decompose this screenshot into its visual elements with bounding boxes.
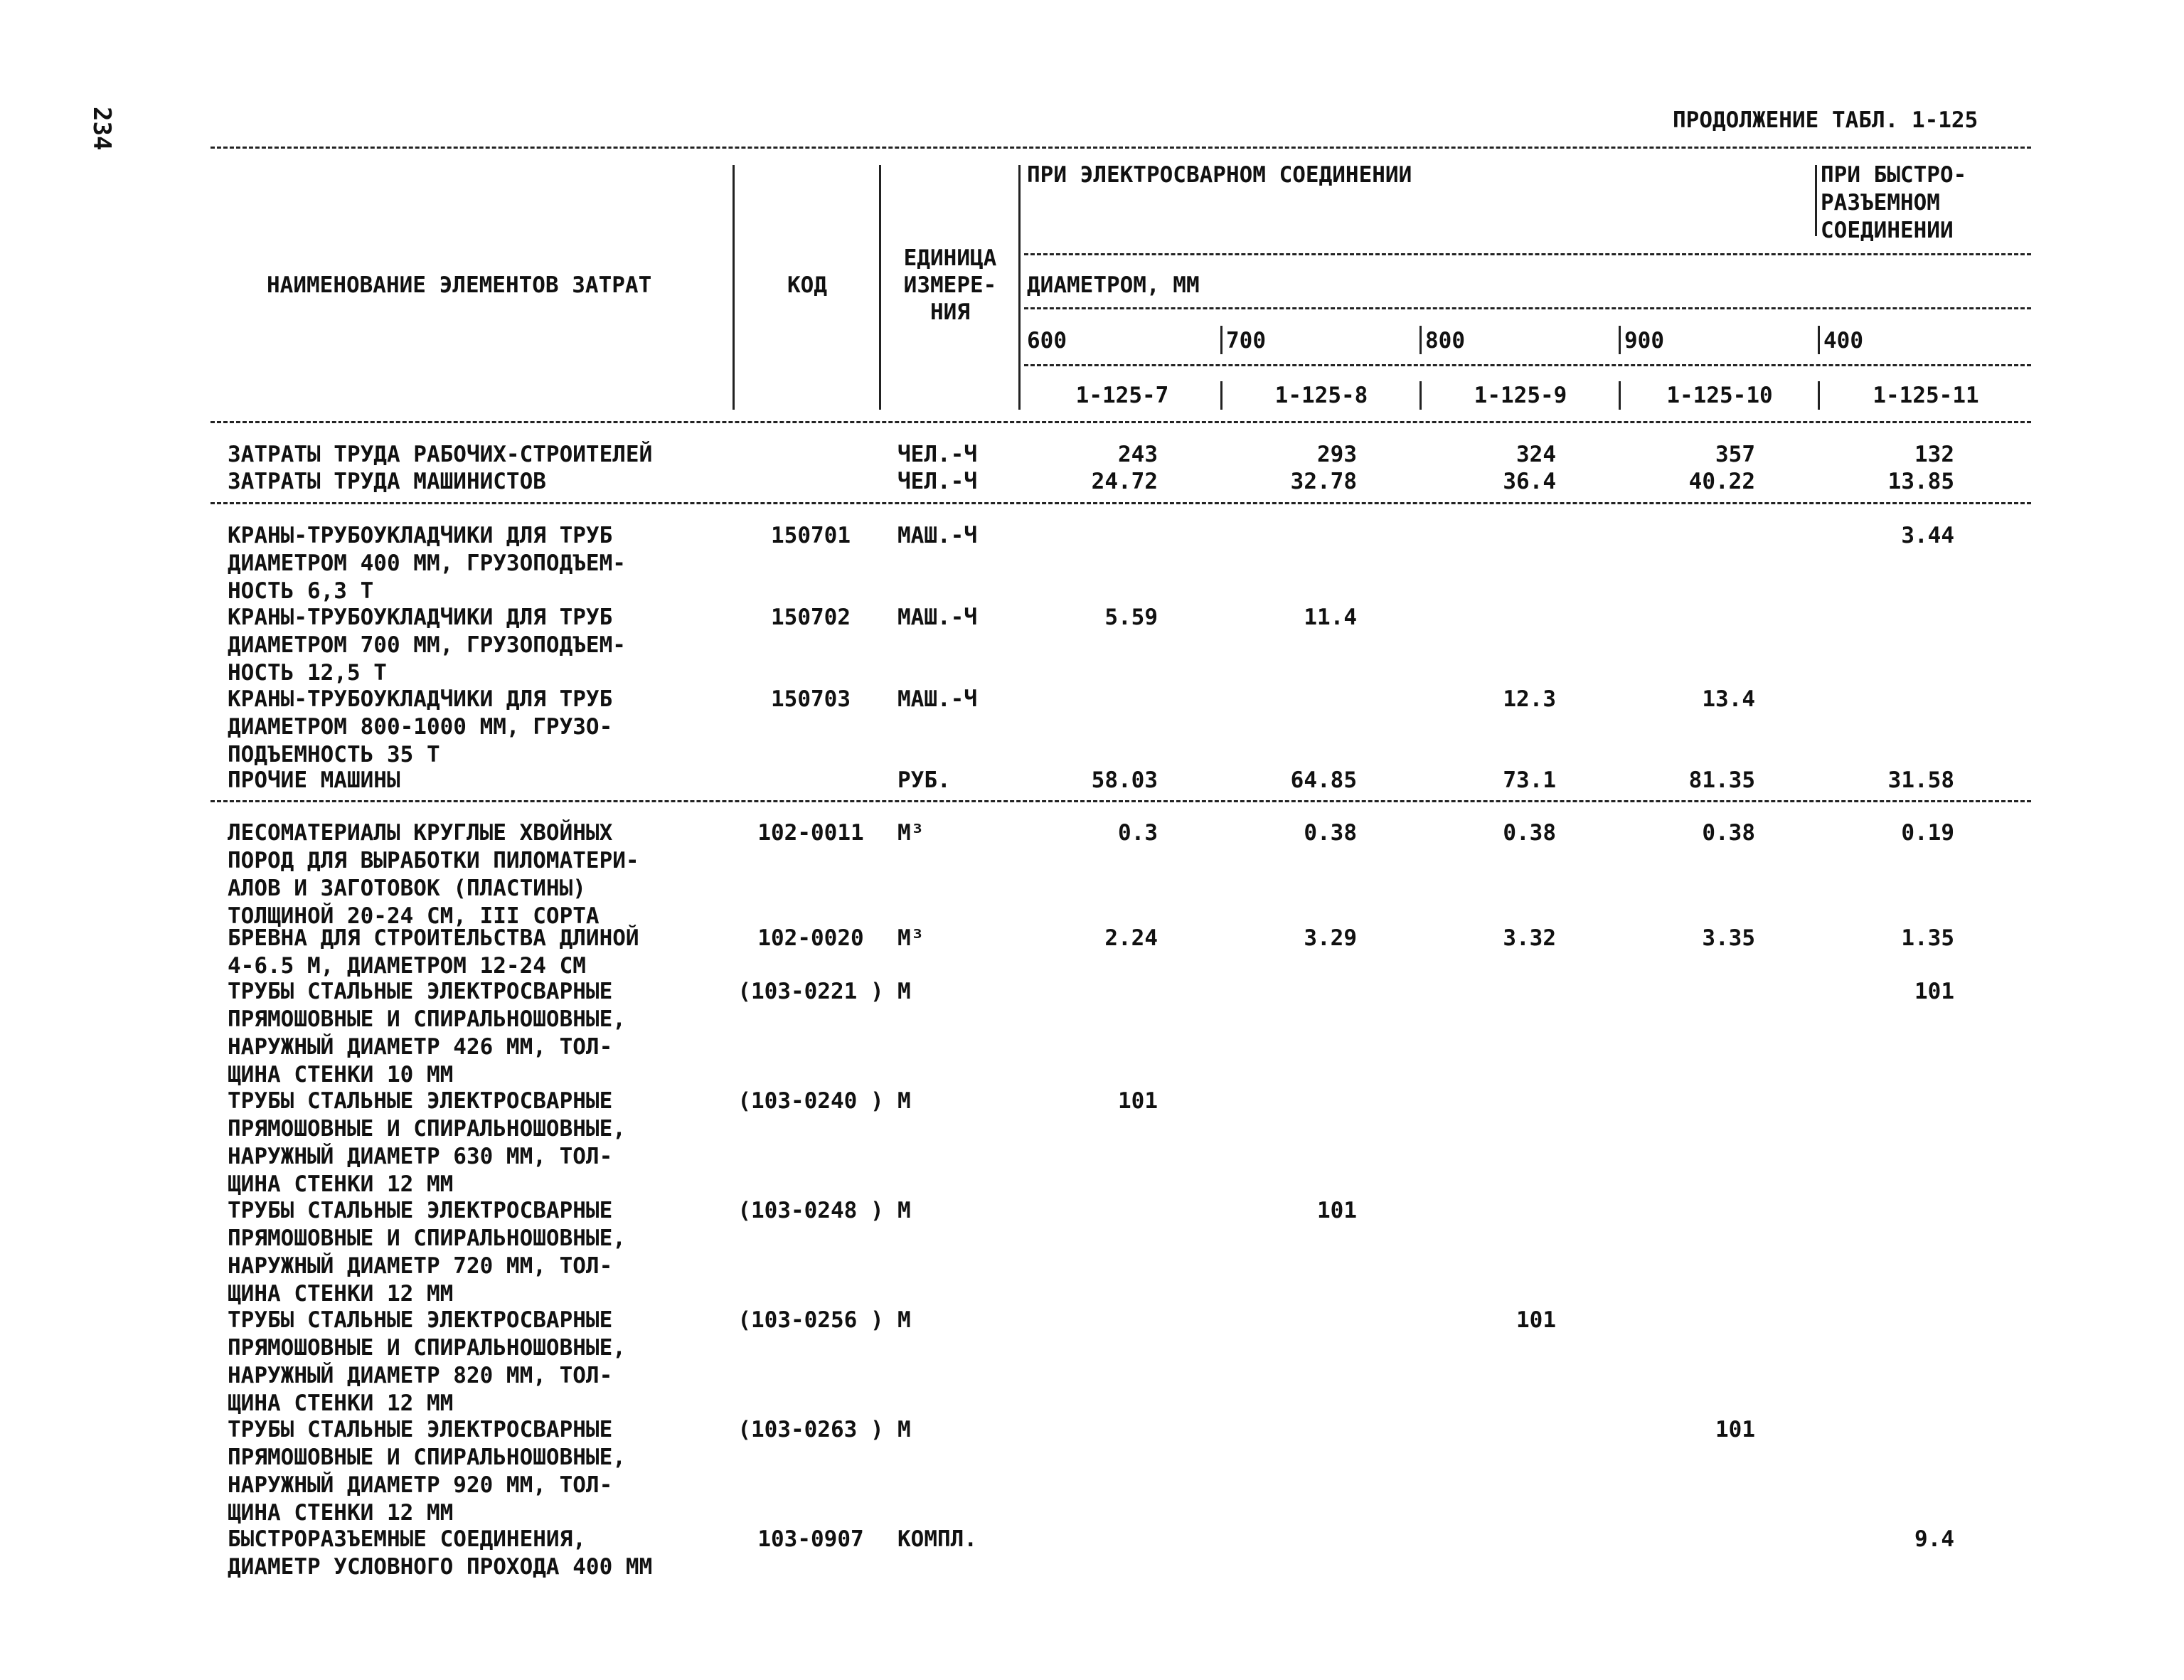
row-value: 0.19 xyxy=(1901,820,1954,846)
header-diameter: 400 xyxy=(1823,328,1863,353)
row-code: (103-0248 ) xyxy=(737,1198,884,1223)
header-unit-line-2: ИЗМЕРЕ- xyxy=(903,272,997,298)
row-value: 9.4 xyxy=(1914,1526,1954,1552)
row-name: КРАНЫ-ТРУБОУКЛАДЧИКИ ДЛЯ ТРУБ ДИАМЕТРОМ 700 ММ, ГРУЗОПОДЪЕМ- НОСТЬ 12,5 Т xyxy=(228,605,626,686)
row-name: ТРУБЫ СТАЛЬНЫЕ ЭЛЕКТРОСВАРНЫЕ ПРЯМОШОВНЫЕ И СПИРАЛЬНОШОВНЫЕ, НАРУЖНЫЙ ДИАМЕТР 820 ММ, ТОЛ- ЩИНА СТЕНКИ 12 ММ xyxy=(228,1307,626,1416)
row-value: 5.59 xyxy=(1104,605,1158,630)
header-diameter: 600 xyxy=(1027,328,1067,353)
row-name: ТРУБЫ СТАЛЬНЫЕ ЭЛЕКТРОСВАРНЫЕ ПРЯМОШОВНЫЕ И СПИРАЛЬНОШОВНЫЕ, НАРУЖНЫЙ ДИАМЕТР 630 ММ, ТОЛ- ЩИНА СТЕНКИ 12 ММ xyxy=(228,1088,626,1197)
row-value: 11.4 xyxy=(1304,605,1357,630)
row-code: 102-0020 xyxy=(757,925,864,951)
row-value: 101 xyxy=(1118,1088,1158,1114)
header-separator xyxy=(733,165,735,410)
row-value: 13.85 xyxy=(1887,469,1954,494)
row-value: 101 xyxy=(1516,1307,1556,1333)
row-value: 3.29 xyxy=(1304,925,1357,951)
header-unit-line-3: НИЯ xyxy=(930,299,970,325)
header-group-quick-2: РАЗЪЕМНОМ xyxy=(1821,190,1940,216)
row-name: КРАНЫ-ТРУБОУКЛАДЧИКИ ДЛЯ ТРУБ ДИАМЕТРОМ 800-1000 ММ, ГРУЗО- ПОДЪЕМНОСТЬ 35 Т xyxy=(228,686,613,767)
header-bottom-rule xyxy=(211,421,2031,423)
row-value: 101 xyxy=(1914,979,1954,1004)
header-separator xyxy=(1818,381,1820,410)
header-diameter: 900 xyxy=(1624,328,1664,353)
row-code: (103-0256 ) xyxy=(737,1307,884,1333)
header-norm-code: 1-125-11 xyxy=(1873,383,1979,408)
row-unit: М³ xyxy=(897,820,925,846)
row-unit: КОМПЛ. xyxy=(897,1526,977,1552)
labor-section-rule xyxy=(211,502,2031,504)
row-value: 32.78 xyxy=(1290,469,1357,494)
row-value: 12.3 xyxy=(1503,686,1556,712)
header-separator xyxy=(1619,381,1621,410)
machines-section-rule xyxy=(211,800,2031,802)
row-name: БЫСТРОРАЗЪЕМНЫЕ СОЕДИНЕНИЯ, ДИАМЕТР УСЛОВНОГО ПРОХОДА 400 ММ xyxy=(228,1526,653,1580)
row-value: 2.24 xyxy=(1104,925,1158,951)
header-group-electroweld: ПРИ ЭЛЕКТРОСВАРНОМ СОЕДИНЕНИИ xyxy=(1027,162,1412,188)
header-separator xyxy=(1018,165,1021,410)
continuation-title: ПРОДОЛЖЕНИЕ ТАБЛ. 1-125 xyxy=(1673,107,1978,133)
header-norm-code: 1-125-9 xyxy=(1474,383,1567,408)
row-code: 150702 xyxy=(771,605,851,630)
row-code: (103-0240 ) xyxy=(737,1088,884,1114)
header-separator xyxy=(1815,165,1817,236)
row-code: 103-0907 xyxy=(757,1526,864,1552)
header-separator xyxy=(1419,381,1422,410)
header-sub-rule xyxy=(1024,253,2031,255)
row-name: ТРУБЫ СТАЛЬНЫЕ ЭЛЕКТРОСВАРНЫЕ ПРЯМОШОВНЫЕ И СПИРАЛЬНОШОВНЫЕ, НАРУЖНЫЙ ДИАМЕТР 920 ММ, ТОЛ- ЩИНА СТЕНКИ 12 ММ xyxy=(228,1417,626,1526)
row-unit: М xyxy=(897,1088,911,1114)
header-sub-rule xyxy=(1024,364,2031,366)
header-separator xyxy=(1220,326,1222,354)
row-code: (103-0221 ) xyxy=(737,979,884,1004)
header-group-quick-1: ПРИ БЫСТРО- xyxy=(1821,162,1967,188)
row-name: ПРОЧИЕ МАШИНЫ xyxy=(228,767,400,793)
row-unit: М xyxy=(897,1307,911,1333)
header-code-column: КОД xyxy=(787,272,827,298)
header-separator xyxy=(1220,381,1222,410)
header-separator xyxy=(1818,326,1820,354)
row-name: ЛЕСОМАТЕРИАЛЫ КРУГЛЫЕ ХВОЙНЫХ ПОРОД ДЛЯ ВЫРАБОТКИ ПИЛОМАТЕРИ- АЛОВ И ЗАГОТОВОК (ПЛАСТИНЫ) ТОЛЩИНОЙ 20-24 СМ, III СОРТА xyxy=(228,820,639,929)
header-norm-code: 1-125-8 xyxy=(1274,383,1368,408)
table-top-rule xyxy=(211,147,2031,149)
header-diameter: 800 xyxy=(1425,328,1465,353)
row-unit: РУБ. xyxy=(897,767,951,793)
row-name: ТРУБЫ СТАЛЬНЫЕ ЭЛЕКТРОСВАРНЫЕ ПРЯМОШОВНЫЕ И СПИРАЛЬНОШОВНЫЕ, НАРУЖНЫЙ ДИАМЕТР 720 ММ, ТОЛ- ЩИНА СТЕНКИ 12 ММ xyxy=(228,1198,626,1307)
header-norm-code: 1-125-7 xyxy=(1075,383,1169,408)
row-value: 3.44 xyxy=(1901,523,1954,548)
row-unit: МАШ.-Ч xyxy=(897,686,977,712)
header-separator xyxy=(879,165,881,410)
row-value: 64.85 xyxy=(1290,767,1357,793)
row-unit: М xyxy=(897,979,911,1004)
row-unit: М³ xyxy=(897,925,925,951)
row-value: 101 xyxy=(1715,1417,1755,1442)
header-diameter: 700 xyxy=(1226,328,1266,353)
header-unit-line-1: ЕДИНИЦА xyxy=(903,245,997,271)
row-code: 150701 xyxy=(771,523,851,548)
row-value: 0.38 xyxy=(1503,820,1556,846)
row-value: 31.58 xyxy=(1887,767,1954,793)
row-name: КРАНЫ-ТРУБОУКЛАДЧИКИ ДЛЯ ТРУБ ДИАМЕТРОМ 400 ММ, ГРУЗОПОДЪЕМ- НОСТЬ 6,3 Т xyxy=(228,523,626,604)
row-unit: М xyxy=(897,1417,911,1442)
header-diameter-label: ДИАМЕТРОМ, ММ xyxy=(1027,272,1200,298)
row-value: 36.4 xyxy=(1503,469,1556,494)
row-value: 3.32 xyxy=(1503,925,1556,951)
row-value: 357 xyxy=(1715,442,1755,467)
header-group-quick-3: СОЕДИНЕНИИ xyxy=(1821,218,1954,243)
row-unit: ЧЕЛ.-Ч xyxy=(897,469,977,494)
row-value: 24.72 xyxy=(1091,469,1158,494)
header-sub-rule xyxy=(1024,307,2031,309)
row-unit: ЧЕЛ.-Ч xyxy=(897,442,977,467)
row-unit: М xyxy=(897,1198,911,1223)
row-value: 3.35 xyxy=(1702,925,1755,951)
row-code: 102-0011 xyxy=(757,820,864,846)
row-name: ТРУБЫ СТАЛЬНЫЕ ЭЛЕКТРОСВАРНЫЕ ПРЯМОШОВНЫЕ И СПИРАЛЬНОШОВНЫЕ, НАРУЖНЫЙ ДИАМЕТР 426 ММ, ТОЛ- ЩИНА СТЕНКИ 10 ММ xyxy=(228,979,626,1088)
row-value: 13.4 xyxy=(1702,686,1755,712)
row-value: 58.03 xyxy=(1091,767,1158,793)
row-value: 73.1 xyxy=(1503,767,1556,793)
header-separator xyxy=(1419,326,1422,354)
row-value: 0.38 xyxy=(1702,820,1755,846)
row-value: 132 xyxy=(1914,442,1954,467)
row-name: ЗАТРАТЫ ТРУДА РАБОЧИХ-СТРОИТЕЛЕЙ xyxy=(228,442,653,467)
row-unit: МАШ.-Ч xyxy=(897,605,977,630)
header-norm-code: 1-125-10 xyxy=(1666,383,1773,408)
row-name: ЗАТРАТЫ ТРУДА МАШИНИСТОВ xyxy=(228,469,546,494)
row-name: БРЕВНА ДЛЯ СТРОИТЕЛЬСТВА ДЛИНОЙ 4-6.5 М, ДИАМЕТРОМ 12-24 СМ xyxy=(228,925,639,979)
row-value: 0.38 xyxy=(1304,820,1357,846)
row-value: 101 xyxy=(1317,1198,1357,1223)
row-value: 324 xyxy=(1516,442,1556,467)
row-value: 40.22 xyxy=(1688,469,1755,494)
row-code: (103-0263 ) xyxy=(737,1417,884,1442)
row-value: 0.3 xyxy=(1118,820,1158,846)
header-name-column: НАИМЕНОВАНИЕ ЭЛЕМЕНТОВ ЗАТРАТ xyxy=(267,272,652,298)
row-value: 1.35 xyxy=(1901,925,1954,951)
row-unit: МАШ.-Ч xyxy=(897,523,977,548)
page-number: 234 xyxy=(87,107,116,151)
header-separator xyxy=(1619,326,1621,354)
row-code: 150703 xyxy=(771,686,851,712)
row-value: 81.35 xyxy=(1688,767,1755,793)
row-value: 293 xyxy=(1317,442,1357,467)
row-value: 243 xyxy=(1118,442,1158,467)
